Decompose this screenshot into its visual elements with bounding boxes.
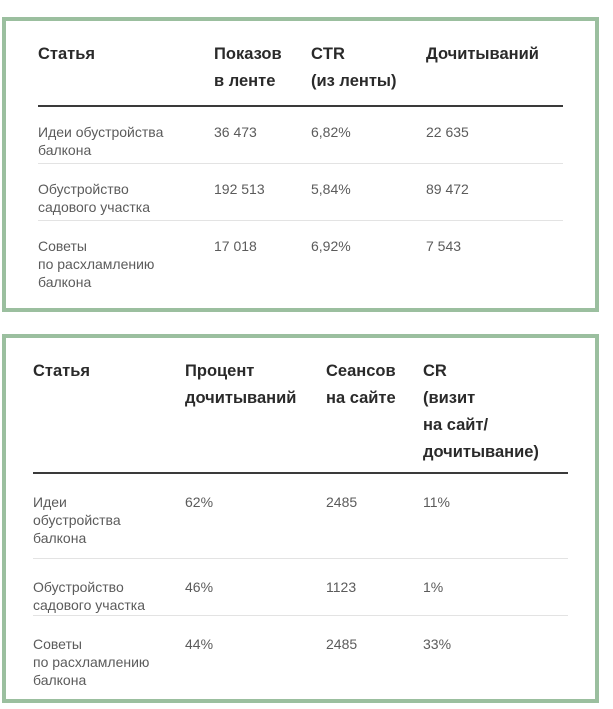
cell-impressions: 17 018 — [214, 238, 257, 254]
header-read-rate: Процент дочитываний — [185, 362, 297, 407]
cell-article: Идеи обустройства балкона — [33, 494, 121, 546]
cell-reads: 7 543 — [426, 238, 462, 254]
header-ctr: CTR (из ленты) — [311, 45, 397, 90]
cell-read-rate: 62% — [185, 494, 214, 510]
cell-article: Советы по расхламлению балкона — [38, 238, 155, 290]
table-card-feed-stats — [2, 17, 599, 312]
cell-reads: 22 635 — [426, 124, 469, 140]
cell-read-rate: 44% — [185, 636, 214, 652]
table-card-site-stats — [2, 334, 599, 703]
cell-cr: 1% — [423, 579, 444, 595]
cell-article: Идеи обустройства балкона — [38, 124, 164, 158]
table-header — [38, 21, 563, 107]
header-reads: Дочитываний — [426, 45, 539, 63]
table-header — [33, 338, 568, 474]
cell-sessions: 2485 — [326, 636, 358, 652]
header-sessions: Сеансов на сайте — [326, 362, 396, 407]
cell-article: Обустройство садового участка — [33, 579, 145, 613]
cell-article: Советы по расхламлению балкона — [33, 636, 150, 688]
header-impressions: Показов в ленте — [214, 45, 282, 90]
cell-ctr: 6,82% — [311, 124, 351, 140]
cell-article: Обустройство садового участка — [38, 181, 150, 215]
cell-read-rate: 46% — [185, 579, 214, 595]
table-row — [33, 559, 568, 616]
cell-reads: 89 472 — [426, 181, 469, 197]
table-row — [33, 616, 568, 686]
cell-cr: 11% — [423, 494, 450, 510]
header-article: Статья — [33, 362, 91, 380]
table-row — [38, 107, 563, 164]
cell-sessions: 1123 — [326, 579, 357, 595]
cell-sessions: 2485 — [326, 494, 358, 510]
cell-cr: 33% — [423, 636, 452, 652]
table-row — [38, 221, 563, 291]
header-cr: CR (визит на сайт/ дочитывание) — [423, 362, 539, 461]
header-article: Статья — [38, 45, 96, 63]
table-row — [38, 164, 563, 221]
cell-impressions: 36 473 — [214, 124, 257, 140]
cell-impressions: 192 513 — [214, 181, 265, 197]
cell-ctr: 5,84% — [311, 181, 351, 197]
cell-ctr: 6,92% — [311, 238, 351, 254]
table-row — [33, 474, 568, 559]
